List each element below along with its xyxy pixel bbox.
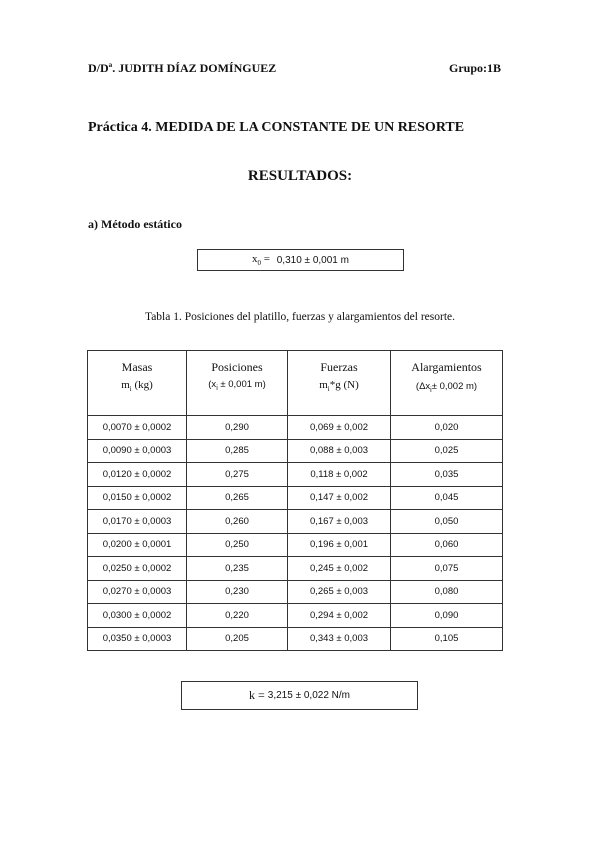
table-row (88, 533, 503, 557)
cell-masa: 0,0120 ± 0,0002 (88, 463, 187, 487)
cell-alargamiento: 0,025 (391, 439, 503, 463)
cell-posicion: 0,230 (187, 580, 288, 604)
cell-posicion: 0,285 (187, 439, 288, 463)
header-posiciones: Posiciones ($x_i \pm 0,001$ m) (187, 351, 288, 416)
cell-fuerza: 0,088 ± 0,003 (288, 439, 391, 463)
cell-posicion: 0,275 (187, 463, 288, 487)
table-header-row (88, 351, 503, 416)
cell-posicion: 0,220 (187, 604, 288, 628)
cell-posicion: 0,290 (187, 416, 288, 440)
cell-masa: 0,0350 ± 0,0003 (88, 627, 187, 651)
section-a-heading: a) Método estático (88, 217, 182, 231)
cell-fuerza: 0,118 ± 0,002 (288, 463, 391, 487)
cell-fuerza: 0,196 ± 0,001 (288, 533, 391, 557)
cell-posicion: 0,265 (187, 486, 288, 510)
header-fuerzas: Fuerzas $m_i*g$ (N) (288, 351, 391, 416)
cell-alargamiento: 0,090 (391, 604, 503, 628)
cell-masa: 0,0200 ± 0,0001 (88, 533, 187, 557)
table-row (88, 604, 503, 628)
table-row (88, 510, 503, 534)
table-caption: Tabla 1. Posiciones del platillo, fuerzas y alargamientos del resorte. (144, 311, 456, 323)
k-result-box (181, 681, 418, 710)
cell-masa: 0,0150 ± 0,0002 (88, 486, 187, 510)
author-name: D/Dª. JUDITH DÍAZ DOMÍNGUEZ (88, 61, 277, 75)
x0-box (197, 249, 404, 271)
cell-fuerza: 0,245 ± 0,002 (288, 557, 391, 581)
cell-posicion: 0,205 (187, 627, 288, 651)
cell-alargamiento: 0,050 (391, 510, 503, 534)
cell-masa: 0,0090 ± 0,0003 (88, 439, 187, 463)
results-table (87, 350, 503, 651)
practice-title: Práctica 4. MEDIDA DE LA CONSTANTE DE UN RESORTE (88, 120, 465, 135)
table-row (88, 627, 503, 651)
x0-value: 0,310 ± 0,001 m (276, 254, 349, 266)
table-row (88, 486, 503, 510)
cell-alargamiento: 0,075 (391, 557, 503, 581)
cell-masa: 0,0070 ± 0,0002 (88, 416, 187, 440)
cell-posicion: 0,235 (187, 557, 288, 581)
cell-alargamiento: 0,020 (391, 416, 503, 440)
group-label: Grupo:1B (449, 61, 502, 75)
cell-fuerza: 0,343 ± 0,003 (288, 627, 391, 651)
cell-masa: 0,0270 ± 0,0003 (88, 580, 187, 604)
k-value: 3,215 ± 0,022 N/m (267, 690, 350, 701)
cell-masa: 0,0300 ± 0,0002 (88, 604, 187, 628)
cell-posicion: 0,260 (187, 510, 288, 534)
table-row (88, 463, 503, 487)
k-label: k = (249, 688, 268, 702)
cell-fuerza: 0,167 ± 0,003 (288, 510, 391, 534)
cell-masa: 0,0170 ± 0,0003 (88, 510, 187, 534)
header-masas: Masas $m_i$ (kg) (88, 351, 187, 416)
cell-fuerza: 0,069 ± 0,002 (288, 416, 391, 440)
cell-alargamiento: 0,045 (391, 486, 503, 510)
cell-fuerza: 0,265 ± 0,003 (288, 580, 391, 604)
table-row (88, 580, 503, 604)
cell-masa: 0,0250 ± 0,0002 (88, 557, 187, 581)
table-row (88, 439, 503, 463)
table-row (88, 416, 503, 440)
results-title: RESULTADOS: (247, 168, 353, 184)
cell-alargamiento: 0,060 (391, 533, 503, 557)
cell-posicion: 0,250 (187, 533, 288, 557)
cell-fuerza: 0,294 ± 0,002 (288, 604, 391, 628)
cell-alargamiento: 0,035 (391, 463, 503, 487)
cell-alargamiento: 0,105 (391, 627, 503, 651)
x0-label: $x_0$ = (252, 252, 273, 268)
table-row (88, 557, 503, 581)
cell-alargamiento: 0,080 (391, 580, 503, 604)
header-alargamientos: Alargamientos ($\Delta x_i\pm 0,002$ m) (391, 351, 503, 416)
cell-fuerza: 0,147 ± 0,002 (288, 486, 391, 510)
